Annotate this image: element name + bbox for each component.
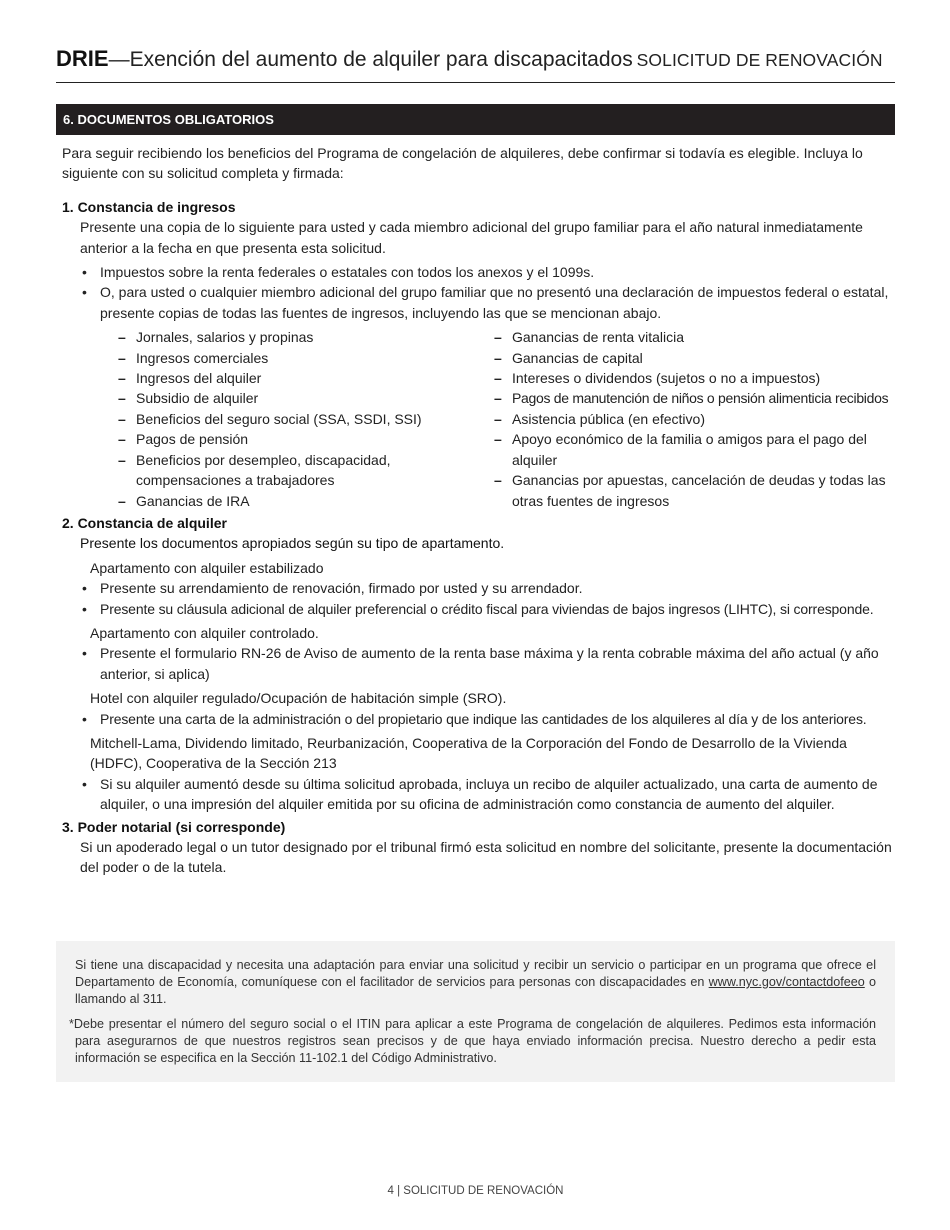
section-content (62, 143, 895, 878)
list-item: – Intereses o dividendos (sujetos o no a impuestos) (512, 368, 894, 388)
page-title: Exención del aumento de alquiler para discapacitados (129, 48, 633, 71)
list-item: • Presente su arrendamiento de renovación, firmado por usted y su arrendador. (100, 578, 895, 598)
page-header (56, 46, 895, 83)
poa-heading: 3. Poder notarial (si corresponde) (62, 818, 286, 835)
controlled-title: Apartamento con alquiler controlado. (90, 624, 319, 641)
income-sources-left (118, 327, 494, 511)
note-text-end: o llamando al 311. (75, 975, 876, 1006)
list-item: • Presente su cláusula adicional de alquiler preferencial o crédito fiscal para viviendas de bajos ingresos (LIHTC), si corresponde. (100, 599, 895, 619)
list-item: – Ganancias de IRA (136, 491, 494, 511)
list-item: – Pagos de manutención de niños o pensión alimenticia recibidos (512, 388, 894, 408)
rent-subheading: Presente los documentos apropiados según su tipo de apartamento. (80, 535, 505, 552)
income-sources (62, 327, 895, 511)
brand-title: DRIE (56, 46, 109, 71)
list-item: • Si su alquiler aumentó desde su última solicitud aprobada, incluya un recibo de alquiler actualizado, una carta de aumento de alquiler, o una impresión del alquiler emitida por su oficina de administración como constancia de aumento del alquiler. (100, 774, 895, 815)
list-item: • Presente una carta de la administración o del propietario que indique las cantidades de los alquileres al día y de los anteriores. (100, 709, 895, 729)
ssn-note: *Debe presentar el número del seguro social o el ITIN para aplicar a este Programa de congelación de alquileres. Pedimos esta información para asegurarnos de que nuestros registros sean precisos y de que haya enviado información precisa. Nuestro derecho a pedir esta información se especifica en la Sección 11-102.1 del Código Administrativo. (69, 1017, 876, 1065)
list-item: – Jornales, salarios y propinas (136, 327, 494, 347)
list-item: – Ingresos comerciales (136, 348, 494, 368)
income-bullets (62, 262, 895, 323)
intro-paragraph: Para seguir recibiendo los beneficios del Programa de congelación de alquileres, debe confirmar si todavía es elegible. Incluya lo siguiente con su solicitud completa y firmada: (62, 145, 863, 182)
title-dash: — (108, 48, 130, 71)
list-item: • Impuestos sobre la renta federales o estatales con todos los anexos y el 1099s. (100, 262, 895, 282)
list-item: • O, para usted o cualquier miembro adicional del grupo familiar que no presentó una declaración de impuestos federal o estatal, presente copias de todas las fuentes de ingresos, incluyendo las que se mencionan abajo. (100, 282, 895, 323)
accessibility-paragraph (75, 957, 876, 1008)
list-item: – Ganancias por apuestas, cancelación de deudas y todas las otras fuentes de ingresos (512, 470, 894, 511)
controlled-list (62, 643, 895, 684)
poa-description: Si un apoderado legal o un tutor designado por el tribunal firmó esta solicitud en nombre del solicitante, presente la documentación del poder o de la tutela. (80, 839, 892, 876)
list-item: – Apoyo económico de la familia o amigos para el pago del alquiler (512, 429, 894, 470)
hotel-title: Hotel con alquiler regulado/Ocupación de habitación simple (SRO). (90, 690, 507, 707)
page-subtitle: SOLICITUD DE RENOVACIÓN (636, 50, 883, 70)
list-item: – Beneficios del seguro social (SSA, SSDI, SSI) (136, 409, 494, 429)
contact-link[interactable]: www.nyc.gov/contactdofeeo (708, 975, 865, 989)
stabilized-title: Apartamento con alquiler estabilizado (90, 559, 324, 576)
page-footer: 4 | SOLICITUD DE RENOVACIÓN (387, 1185, 564, 1197)
list-item: • Presente el formulario RN-26 de Aviso de aumento de la renta base máxima y la renta cobrable máxima del año actual (y año anterior, si aplica) (100, 643, 895, 684)
rent-heading: 2. Constancia de alquiler (62, 514, 227, 531)
hotel-list (62, 709, 895, 729)
list-item: – Ganancias de capital (512, 348, 894, 368)
income-description: Presente una copia de lo siguiente para usted y cada miembro adicional del grupo familiar para el año natural inmediatamente anterior a la fecha en que presenta esta solicitud. (80, 219, 863, 256)
accessibility-note (56, 941, 895, 1082)
list-item: – Asistencia pública (en efectivo) (512, 409, 894, 429)
note-text: Si tiene una discapacidad y necesita una adaptación para enviar una solicitud y recibir un servicio o participar en un programa que ofrece el Departamento de Economía, comuníquese con el facilitador de servicios para personas con discapacidades en (75, 958, 876, 989)
list-item: – Subsidio de alquiler (136, 388, 494, 408)
income-sources-right (494, 327, 894, 511)
stabilized-list (62, 578, 895, 619)
list-item: – Pagos de pensión (136, 429, 494, 449)
list-item: – Beneficios por desempleo, discapacidad, compensaciones a trabajadores (136, 450, 494, 491)
section-heading: 6. DOCUMENTOS OBLIGATORIOS (56, 104, 895, 135)
mitchell-list (62, 774, 895, 815)
list-item: – Ingresos del alquiler (136, 368, 494, 388)
income-heading: 1. Constancia de ingresos (62, 198, 236, 215)
list-item: – Ganancias de renta vitalicia (512, 327, 894, 347)
mitchell-title: Mitchell-Lama, Dividendo limitado, Reurbanización, Cooperativa de la Corporación del Fondo de Desarrollo de la Vivienda (HDFC), Cooperativa de la Sección 213 (90, 734, 847, 772)
